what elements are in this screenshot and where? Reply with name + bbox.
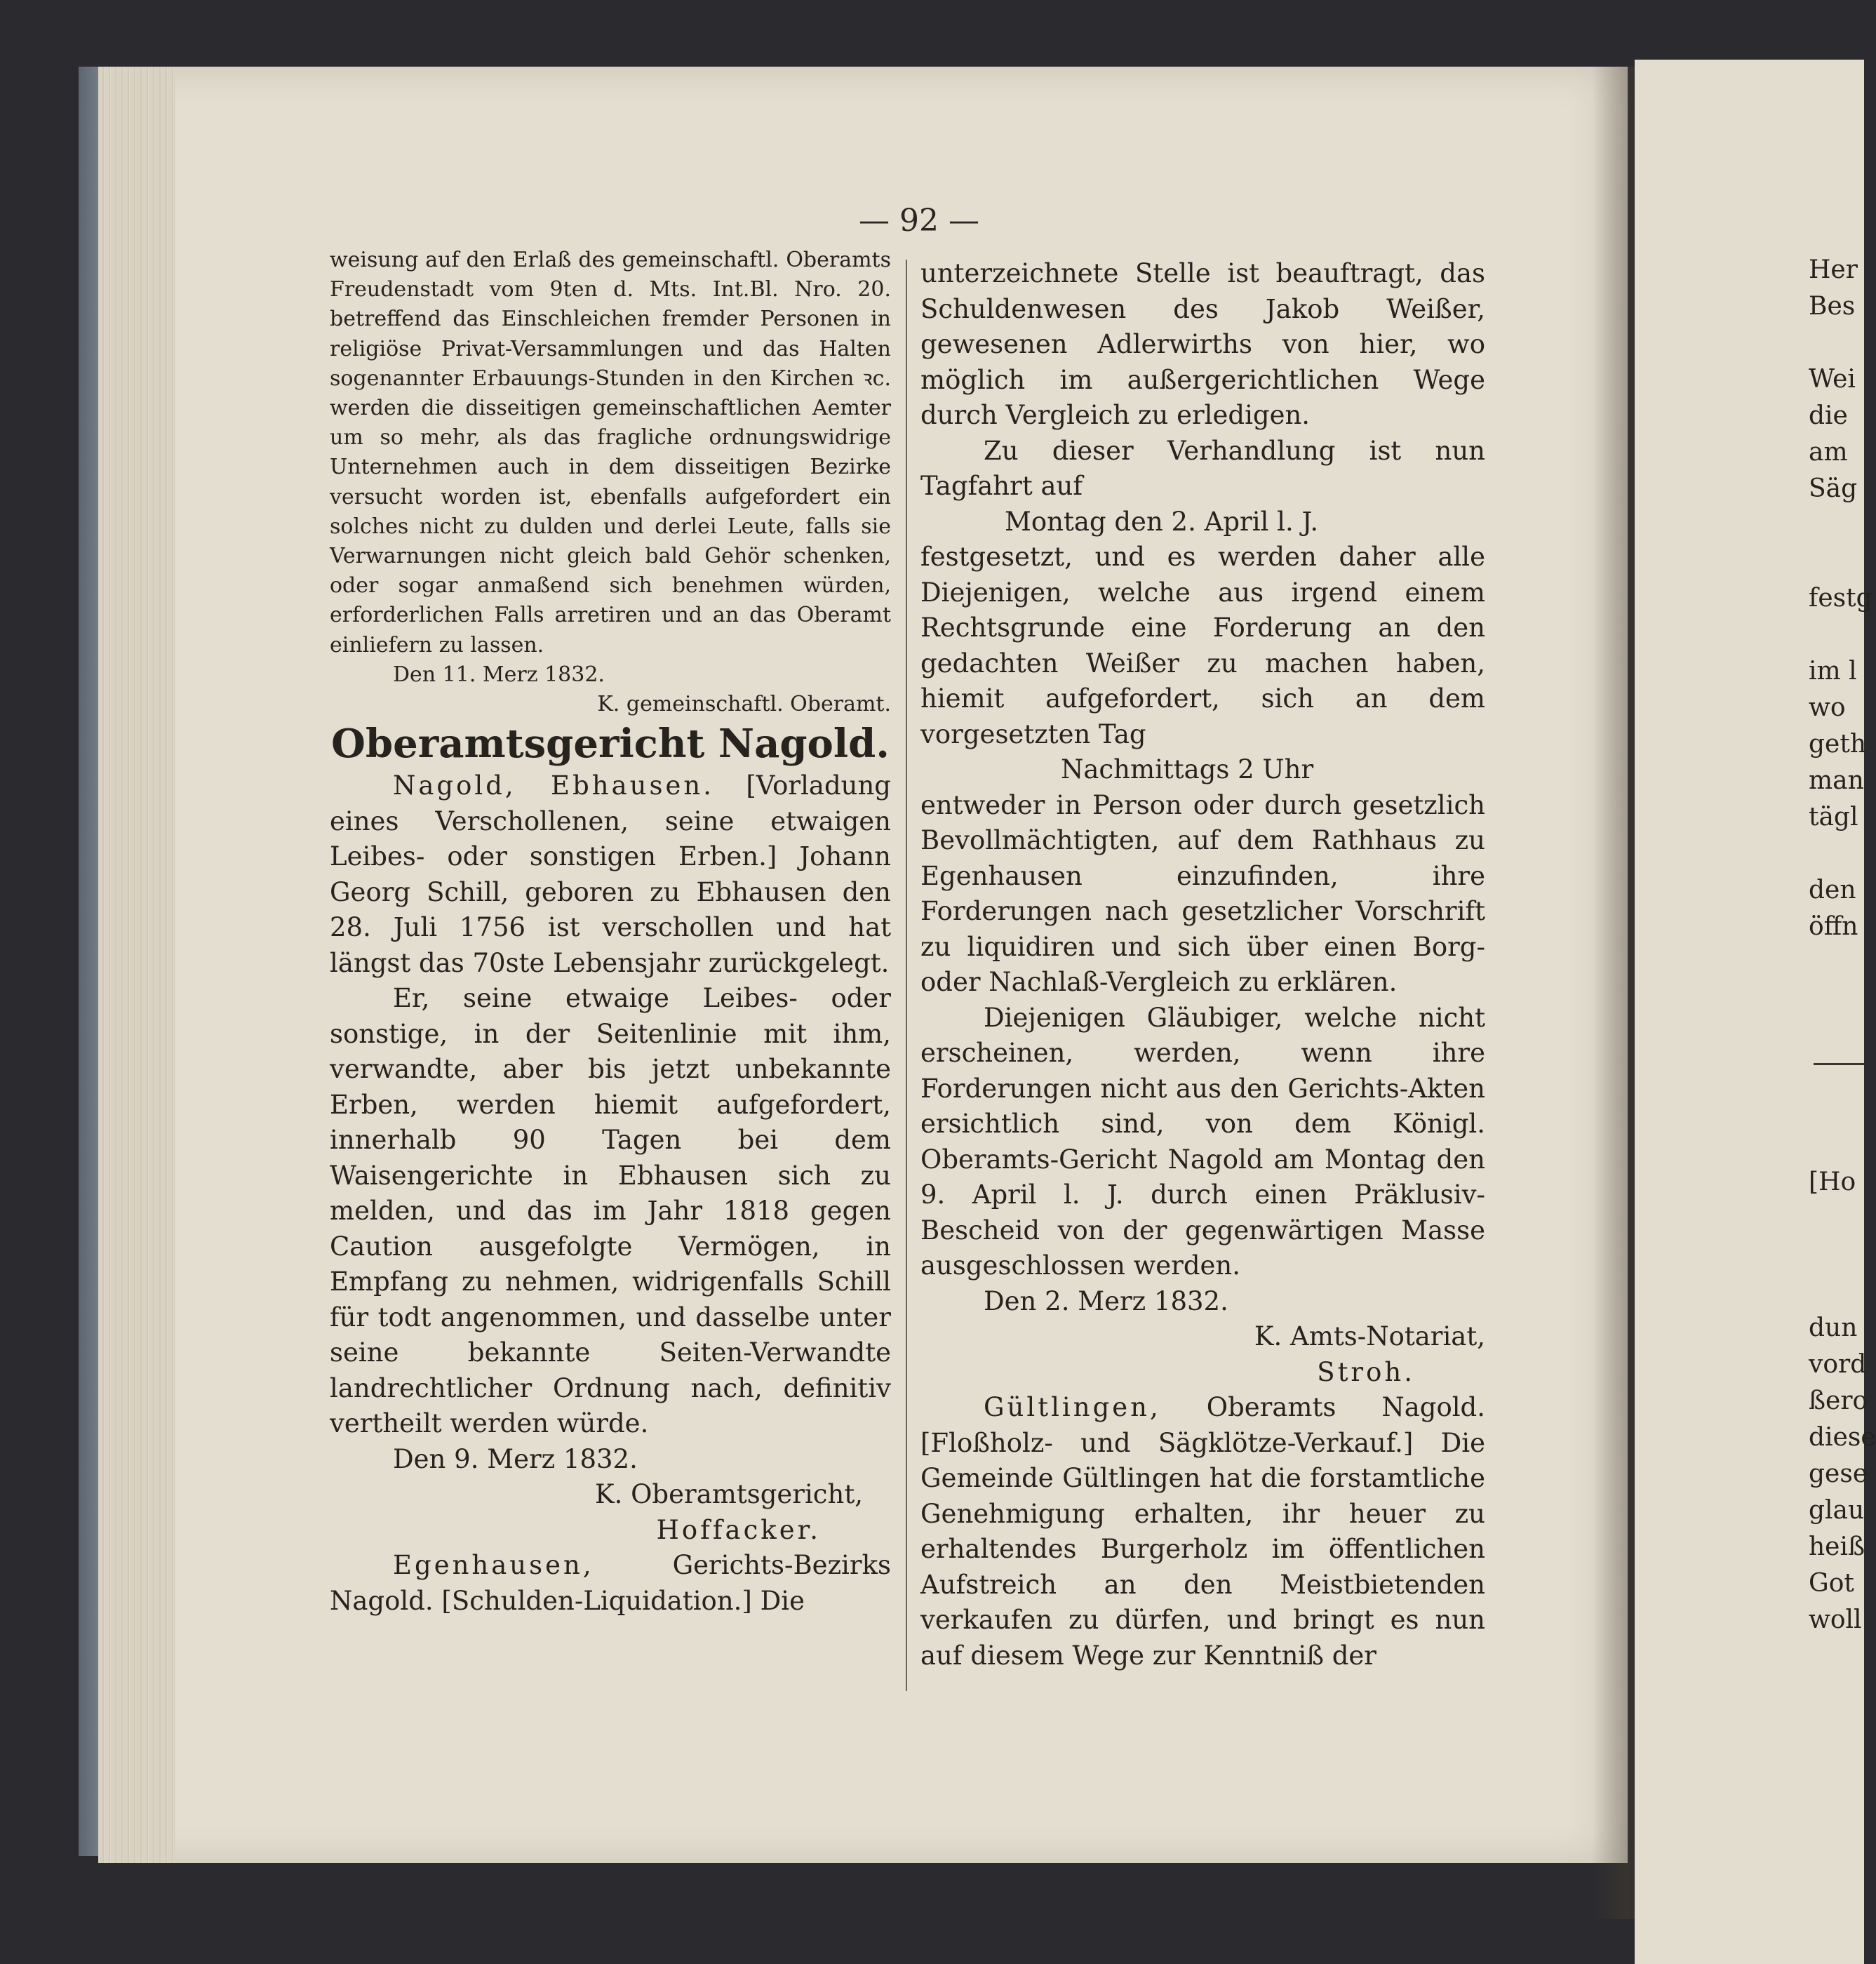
next-page-fragment: tägl xyxy=(1809,803,1858,831)
next-page-fragment: woll xyxy=(1809,1605,1862,1634)
next-page-fragment: gese xyxy=(1809,1459,1868,1488)
next-page-fragment: heiß xyxy=(1809,1532,1865,1561)
next-page-fragment: den xyxy=(1809,876,1856,904)
next-page-fragment: dun xyxy=(1809,1314,1858,1342)
weisser-signature-name: Stroh. xyxy=(1317,1356,1415,1387)
next-page-fragment: Säg xyxy=(1809,474,1858,503)
notice-gueltlingen xyxy=(920,1390,1485,1674)
next-page-fragment: glau xyxy=(1809,1496,1865,1525)
next-page-fragment: die xyxy=(1809,401,1848,430)
next-page-fragment: geth xyxy=(1809,730,1867,759)
weisser-instructions: entweder in Person oder durch gesetzlich Bevollmächtigten, auf dem Rathhaus zu Egenhausen einzufinden, ihre Forderungen nach gesetzlicher Vorschrift zu liquidiren und sich über einen Borg- oder Nachlaß-Vergleich zu erklären. xyxy=(920,789,1485,997)
next-page-fragment: man xyxy=(1809,766,1864,795)
notice-egenhausen xyxy=(330,1548,891,1619)
next-page-rule xyxy=(1814,1063,1864,1065)
section-heading: Oberamtsgericht Nagold. xyxy=(331,721,890,768)
page-stack-edge xyxy=(98,67,175,1863)
decree-date: Den 11. Merz 1832. xyxy=(393,662,605,687)
notice-schill-text: [Vorladung eines Verschollenen, seine etwaigen Leibes- oder sonstigen Erben.] Johann Georg Schill, geboren zu Ebhausen den 28. Juli 1756 ist verschollen und hat längst das 70ste Lebensjahr zurückgelegt. xyxy=(330,770,891,978)
notice-schill-heirs: Er, seine etwaige Leibes- oder sonstige, in der Seitenlinie mit ihm, verwandte, aber bis jetzt unbekannte Erben, werden hiemit aufgefordert, innerhalb 90 Tagen bei dem Waisengerichte in Ebhausen sich zu melden, und das im Jahr 1818 gegen Caution ausgefolgte Vermögen, in Empfang zu nehmen, widrigenfalls Schill für todt angenommen, und dasselbe unter seine bekannte Seiten-Verwandte landrechtlicher Ordnung nach, definitiv vertheilt werden würde. xyxy=(330,983,891,1439)
weisser-date: Montag den 2. April l. J. xyxy=(1005,506,1319,537)
weisser-creditors: Diejenigen Gläubiger, welche nicht erscheinen, werden, wenn ihre Forderungen nicht aus den Gerichts-Akten ersichtlich sind, von dem Königl. Oberamts-Gericht Nagold am Montag den 9. April l. J. durch einen Präklusiv-Bescheid von der gegenwärtigen Masse ausgeschlossen werden. xyxy=(920,1002,1485,1281)
next-page-fragment: Bes xyxy=(1809,292,1856,321)
next-page-fragment: im l xyxy=(1809,657,1857,686)
next-page-fragment: Got xyxy=(1809,1569,1854,1598)
weisser-date-signed: Den 2. Merz 1832. xyxy=(984,1285,1228,1316)
weisser-call: festgesetzt, und es werden daher alle Diejenigen, welche aus irgend einem Rechtsgrunde eine Forderung an den gedachten Weißer zu machen haben, hiemit aufgefordert, sich an dem vorgesetzten Tag xyxy=(920,542,1485,749)
left-text-column xyxy=(330,246,891,1619)
notice-gueltlingen-place: Gültlingen, xyxy=(984,1392,1161,1422)
notice-schill-signature-name: Hoffacker. xyxy=(656,1514,821,1545)
next-page-fragment: [Ho xyxy=(1809,1168,1856,1196)
notice-schill-signature-office: K. Oberamtsgericht, xyxy=(594,1479,863,1510)
decree-signature: K. gemeinschaftl. Oberamt. xyxy=(597,692,891,717)
notice-gueltlingen-text: Oberamts Nagold. [Floßholz- und Sägklötze-Verkauf.] Die Gemeinde Gültlingen hat die forstamtliche Genehmigung erhalten, ihr heuer zu erhaltendes Burgerholz im öffentlichen Aufstreich an den Meistbietenden verkaufen zu dürfen, und bringt es nun auf diesem Wege zur Kenntniß der xyxy=(920,1392,1485,1671)
notice-egenhausen-text: Gerichts-Bezirks Nagold. [Schulden-Liquidation.] Die xyxy=(330,1550,891,1616)
notice-schill-date: Den 9. Merz 1832. xyxy=(393,1443,638,1474)
next-page-fragment: Wei xyxy=(1809,365,1856,394)
next-page-fragment: Her xyxy=(1809,255,1858,284)
weisser-date-intro: Zu dieser Verhandlung ist nun Tagfahrt auf xyxy=(920,435,1485,501)
notice-egenhausen-place: Egenhausen, xyxy=(393,1550,594,1581)
next-page-fragment: öffn xyxy=(1809,912,1858,941)
weisser-time: Nachmittags 2 Uhr xyxy=(1061,754,1314,784)
notice-schill-place: Nagold, Ebhausen. xyxy=(393,770,714,801)
next-page-fragment: diese xyxy=(1809,1423,1876,1452)
weisser-signature-office: K. Amts-Notariat, xyxy=(1254,1321,1485,1351)
next-page-fragment: ßero xyxy=(1809,1387,1868,1415)
column-divider xyxy=(906,260,907,1691)
next-page-fragment: vord xyxy=(1809,1350,1867,1379)
decree-paragraph: weisung auf den Erlaß des gemeinschaftl. Oberamts Freudenstadt vom 9ten d. Mts. Int.Bl. Nro. 20. betreffend das Einschleichen fremder Personen in religiöse Privat-Versammlungen und das Halten sogenannter Erbauungs-Stunden in den Kirchen ꝛc. werden die disseitigen gemeinschaftlichen Aemter um so mehr, als das fragliche ordnungswidrige Unternehmen auch in dem disseitigen Bezirke versucht worden ist, ebenfalls aufgefordert ein solches nicht zu dulden und derlei Leute, falls sie Verwarnungen nicht gleich bald Gehör schenken, oder sogar anmaßend sich benehmen würden, erforderlichen Falls arretiren und an das Oberamt einliefern zu lassen. xyxy=(330,248,891,657)
notice-schill xyxy=(330,768,891,981)
next-page-fragment: festg xyxy=(1809,584,1872,613)
weisser-intro: unterzeichnete Stelle ist beauftragt, das Schuldenwesen des Jakob Weißer, gewesenen Adlerwirths von hier, wo möglich im außergerichtlichen Wege durch Vergleich zu erledigen. xyxy=(920,258,1485,430)
next-page-fragment: wo xyxy=(1809,693,1846,722)
page-number: — 92 — xyxy=(859,203,979,239)
middle-text-column xyxy=(920,256,1485,1674)
next-page-fragments xyxy=(1809,253,1876,1726)
next-page-fragment: am xyxy=(1809,438,1848,467)
